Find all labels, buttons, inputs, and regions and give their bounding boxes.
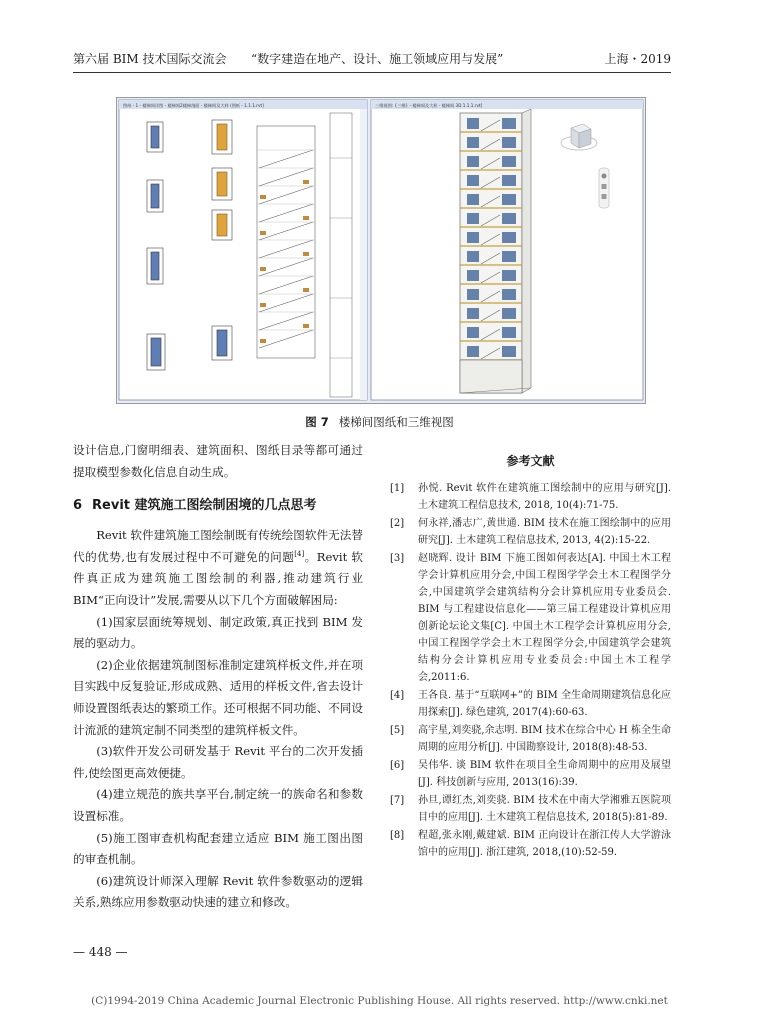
figure-caption-label: 图 7 bbox=[305, 415, 329, 429]
citation-4: [4] bbox=[294, 549, 305, 558]
reference-number: [4] bbox=[390, 690, 405, 701]
reference-item bbox=[390, 480, 671, 514]
reference-text: 赵晓辉. 设计 BIM 下施工图如何表达[A]. 中国土木工程学会计算机应用分会,中国工程图学学会土木工程图学分会,中国建筑学会建筑结构分会计算机应用专业委员会. BIM 与工程建设信息化——第三届工程建设计算机应用创新论坛论文集[C]. 中国土木工程学会计算机应用分会,中国工程图学学会土木工程图学分会,中国建筑学会建筑结构分会计算机应用专业委员会:中国土木工程学会,2011:6. bbox=[418, 553, 671, 683]
reference-item bbox=[390, 722, 671, 756]
section-6-heading bbox=[73, 497, 363, 515]
navigation-bar[interactable] bbox=[599, 168, 609, 208]
references-section bbox=[390, 452, 671, 862]
intro-paragraph: 设计信息,门窗明细表、建筑面积、图纸目录等都可通过提取模型参数化信息自动生成。 bbox=[73, 443, 363, 479]
reference-text: 高宇星,刘奕骁,余志明. BIM 技术在综合中心 H 栋全生命周期的应用分析[J]. 中国勘察设计, 2018(8):48-53. bbox=[418, 725, 671, 753]
list-item: (4)建立规范的族共享平台,制定统一的族命名和参数设置标准。 bbox=[73, 787, 363, 823]
section-paragraph bbox=[73, 525, 363, 611]
3d-view-window-title: 三维视图: {三维} - 楼梯间及大样 - 楼梯间 3D 1.1.1.rvt] bbox=[375, 103, 483, 108]
reference-item bbox=[390, 687, 671, 721]
reference-text: 吴伟华. 谈 BIM 软件在项目全生命周期中的应用及展望[J]. 科技创新与应用, 2013(16):39. bbox=[418, 760, 671, 788]
stair-tower-3d bbox=[460, 109, 531, 393]
list-item: (3)软件开发公司研发基于 Revit 平台的二次开发插件,使绘图更高效便捷。 bbox=[73, 744, 363, 780]
reference-item bbox=[390, 757, 671, 791]
reference-item bbox=[390, 515, 671, 549]
header-location-year: 上海・2019 bbox=[604, 52, 671, 66]
header-conference: 第六届 BIM 技术国际交流会 bbox=[73, 52, 227, 66]
list-item: (5)施工图审查机构配套建立适应 BIM 施工图出图的审查机制。 bbox=[73, 830, 363, 867]
figure-7-screenshot bbox=[116, 97, 646, 404]
reference-number: [1] bbox=[390, 483, 405, 494]
running-header bbox=[73, 50, 671, 70]
copyright-footer: (C)1994-2019 China Academic Journal Electronic Publishing House. All rights reserved. http://www.cnki.net bbox=[91, 995, 668, 1007]
section-number: 6 bbox=[73, 498, 83, 514]
reference-number: [3] bbox=[390, 553, 405, 564]
3d-view-window bbox=[371, 100, 643, 400]
figure-7-image bbox=[117, 98, 645, 403]
reference-item bbox=[390, 792, 671, 826]
list-item: (1)国家层面统筹规划、制定政策,真正找到 BIM 发展的驱动力。 bbox=[73, 614, 363, 651]
paragraph-text-a: Revit 软件建筑施工图绘制既有传统绘图软件无法替代的优势,也有发展过程中不可避免的问题 bbox=[73, 528, 363, 564]
section-title: Revit 建筑施工图绘制困境的几点思考 bbox=[92, 498, 317, 514]
reference-number: [5] bbox=[390, 725, 405, 736]
figure-caption-text: 楼梯间图纸和三维视图 bbox=[338, 415, 454, 429]
reference-text: 何永祥,潘志广,黄世通. BIM 技术在施工图绘制中的应用研究[J]. 土木建筑工程信息技术, 2013, 4(2):15-22. bbox=[418, 518, 671, 546]
list-item: (6)建筑设计师深入理解 Revit 软件参数驱动的逻辑关系,熟练应用参数驱动快速的建立和修改。 bbox=[73, 873, 363, 910]
header-theme: “数字建造在地产、设计、施工领域应用与发展” bbox=[251, 52, 504, 66]
reference-text: 孙旦,谭红杰,刘奕骁. BIM 技术在中南大学湘雅五医院项目中的应用[J]. 土木建筑工程信息技术, 2018(5):81-89. bbox=[418, 795, 671, 823]
figure-caption bbox=[0, 414, 759, 430]
reference-number: [7] bbox=[390, 795, 405, 806]
reference-number: [8] bbox=[390, 830, 405, 841]
references-title: 参考文献 bbox=[506, 454, 555, 468]
sheet-window bbox=[119, 100, 367, 400]
page-number: — 448 — bbox=[73, 945, 128, 959]
sheet-window-title: 图纸 - 1 - 楼梯间详图 - 楼梯间2楼梯剖面 - 楼梯间及大样 (图纸 - 1.1.1.rvt] bbox=[123, 103, 264, 108]
list-item: (2)企业依据建筑制图标准制定建筑样板文件,并在项目实践中反复验证,形成成熟、适用的样板文件,省去设计师设置图纸表达的繁琐工作。还可根据不同功能、不同设计流派的建筑定制不同类型的建筑样板文件。 bbox=[73, 657, 363, 737]
reference-text: 王各良. 基于“互联网+”的 BIM 全生命周期建筑信息化应用探索[J]. 绿色建筑, 2017(4):60-63. bbox=[418, 690, 671, 718]
reference-number: [2] bbox=[390, 518, 405, 529]
reference-item bbox=[390, 550, 671, 686]
left-column bbox=[73, 440, 363, 914]
header-rule bbox=[73, 72, 671, 73]
reference-text: 孙悦. Revit 软件在建筑施工图绘制中的应用与研究[J]. 土木建筑工程信息技术, 2018, 10(4):71-75. bbox=[418, 483, 671, 511]
reference-number: [6] bbox=[390, 760, 405, 771]
reference-text: 程超,张永刚,戴建斌. BIM 正向设计在浙江传人大学游泳馆中的应用[J]. 浙江建筑, 2018,(10):52-59. bbox=[418, 830, 671, 858]
paragraph-text-b: 。Revit 软件真正成为建筑施工图绘制的利器,推动建筑行业 BIM“正向设计”发展,需要从以下几个方面破解困局: bbox=[73, 549, 363, 607]
reference-item bbox=[390, 827, 671, 861]
